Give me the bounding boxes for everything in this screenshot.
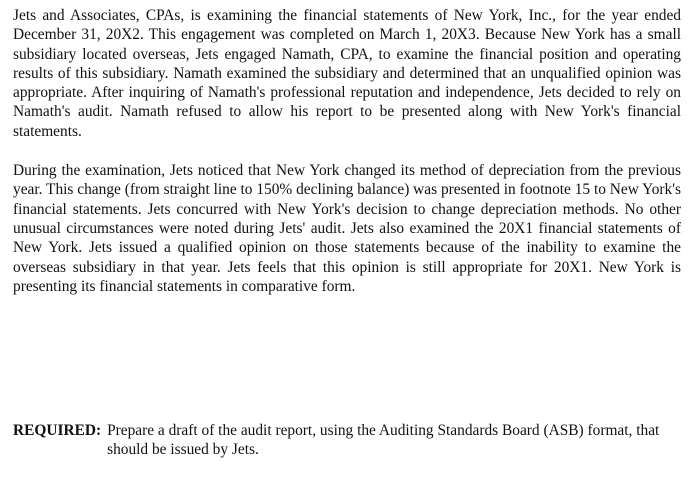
paragraph-engagement: Jets and Associates, CPAs, is examining the financial statements of New York, Inc., for the year ended December 31, 20X2. This engagement was completed on March 1, 20X3. Because New York has a small subsidiary located overseas, Jets engaged Namath, CPA, to examine the financial position and operating results of this subsidiary. Namath examined the subsidiary and determined that an unqualified opinion was appropriate. After inquiring of Namath's professional reputation and independence, Jets decided to rely on Namath's audit. Namath refused to allow his report to be presented along with New York's financial statements.	[13, 7, 681, 140]
paragraph-examination: During the examination, Jets noticed that New York changed its method of depreciation from the previous year. This change (from straight line to 150% declining balance) was presented in footnote 15 to New York's financial statements. Jets concurred with New York's decision to change depreciation methods. No other unusual circumstances were noted during Jets' audit. Jets also examined the 20X1 financial statements of New York. Jets issued a qualified opinion on those statements because of the inability to examine the overseas subsidiary in that year. Jets feels that this opinion is still appropriate for 20X1. New York is presenting its financial statements in comparative form.	[13, 162, 681, 295]
required-section	[13, 421, 681, 460]
required-text: Prepare a draft of the audit report, using the Auditing Standards Board (ASB) format, that should be issued by Jets.	[107, 422, 660, 459]
required-label: REQUIRED:	[13, 422, 102, 439]
problem-text	[13, 6, 681, 296]
